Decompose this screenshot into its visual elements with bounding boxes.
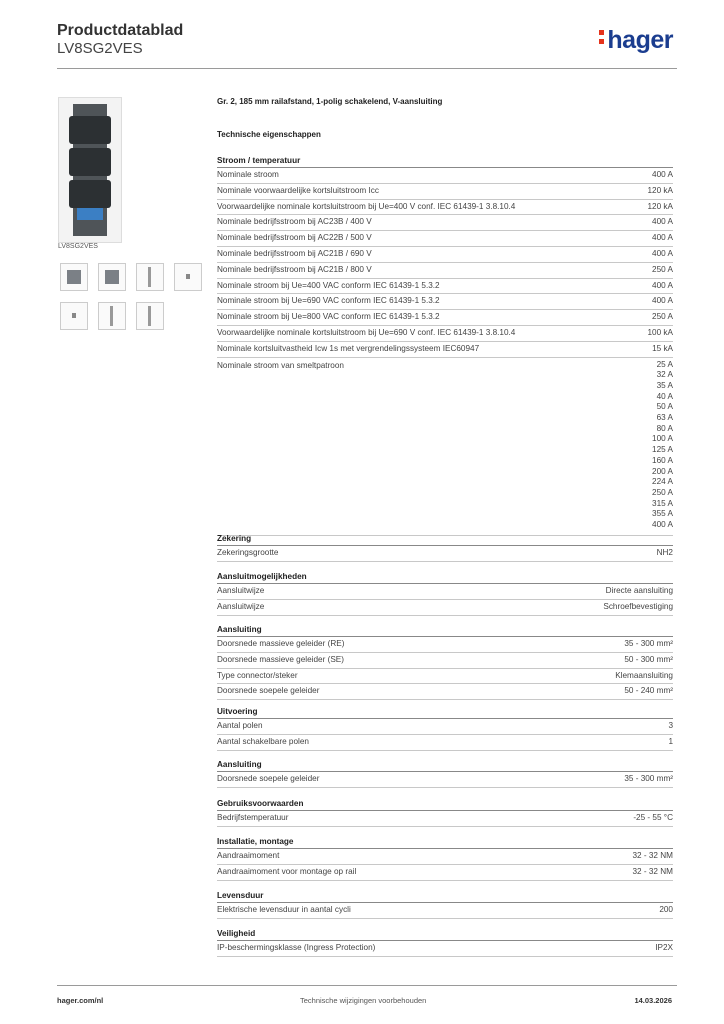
spec-value: IP2X [655,943,673,952]
spec-label: Nominale voorwaardelijke kortsluitstroom Icc [217,185,379,195]
spec-value: 250 A [652,312,673,322]
spec-row [217,684,673,700]
image-fuse-block [69,148,111,176]
section-title: Stroom / temperatuur [217,155,673,168]
spec-label: Aandraaimoment voor montage op rail [217,866,357,876]
thumbnail-1[interactable] [60,263,88,291]
section-title: Zekering [217,533,673,546]
image-fuse-block [69,116,111,144]
spec-label: IP-beschermingsklasse (Ingress Protection) [217,943,376,952]
spec-row [217,849,673,865]
spec-row [217,184,673,200]
spec-value-item: 63 A [656,413,673,423]
spec-value-item: 25 A [656,359,673,369]
spec-value-item: 125 A [652,445,673,455]
spec-label: Nominale bedrijfsstroom bij AC21B / 690 V [217,248,372,258]
spec-label: Nominale stroom bij Ue=690 VAC conform IEC 61439-1 5.3.2 [217,296,440,306]
spec-row [217,326,673,342]
spec-value-item: 400 A [652,520,673,530]
document-title: Productdatablad [57,22,184,39]
section-title: Levensduur [217,890,673,903]
spec-row-fuse-currents [217,358,673,536]
page-header [57,20,677,64]
spec-value-item: 160 A [652,455,673,465]
spec-value: 32 - 32 NM [632,866,673,876]
product-code: LV8SG2VES [57,40,143,57]
spec-value: 120 kA [647,201,673,211]
section-veiligheid [217,928,673,957]
image-fuse-block [69,180,111,208]
spec-value: 50 - 300 mm² [624,654,673,664]
spec-label: Voorwaardelijke nominale kortsluitstroom bij Ue=400 V conf. IEC 61439-1 3.8.10.4 [217,201,516,211]
spec-label: Doorsnede soepele geleider [217,686,320,696]
image-label-strip [77,208,103,220]
spec-value: 400 A [652,233,673,243]
spec-rows [217,941,673,957]
spec-row [217,653,673,669]
section-title: Gebruiksvoorwaarden [217,798,673,811]
spec-label: Nominale stroom bij Ue=400 VAC conform IEC 61439-1 5.3.2 [217,280,440,290]
spec-row [217,168,673,184]
spec-rows [217,168,673,358]
product-image-caption: LV8SG2VES [58,243,98,250]
section-aansluiting [217,624,673,700]
section-title: Veiligheid [217,928,673,941]
spec-value: 400 A [652,280,673,290]
spec-row [217,310,673,326]
thumbnail-6[interactable] [98,302,126,330]
spec-value-item: 224 A [652,477,673,487]
thumbnail-4[interactable] [174,263,202,291]
spec-value: Klemaansluiting [615,670,673,680]
spec-value: Directe aansluiting [605,586,673,595]
spec-label: Nominale bedrijfsstroom bij AC21B / 800 V [217,264,372,274]
spec-row [217,247,673,263]
thumbnail-7[interactable] [136,302,164,330]
spec-row [217,231,673,247]
spec-value-item: 250 A [652,488,673,497]
spec-row [217,584,673,600]
section-title: Aansluiting [217,624,673,637]
spec-label: Nominale stroom [217,170,279,179]
footer-divider [57,985,677,986]
section-title: Aansluitmogelijkheden [217,571,673,584]
spec-row [217,279,673,295]
spec-label: Nominale kortsluitvastheid Icw 1s met vergrendelingssysteem IEC60947 [217,343,480,353]
spec-row [217,294,673,310]
section-gebruiksvoorwaarden [217,798,673,827]
section-aansluiting-2 [217,759,673,788]
spec-row [217,263,673,279]
spec-label: Nominale bedrijfsstroom bij AC23B / 400 V [217,217,372,227]
spec-label: Type connector/steker [217,670,298,680]
spec-value: 15 kA [652,343,673,353]
spec-value: 1 [668,736,673,746]
spec-value-item: 32 A [656,370,673,380]
spec-label: Doorsnede massieve geleider (SE) [217,654,344,664]
spec-value: 32 - 32 NM [632,851,673,860]
spec-value: NH2 [656,548,673,557]
spec-label: Voorwaardelijke nominale kortsluitstroom bij Ue=690 V conf. IEC 61439-1 3.8.10.4 [217,327,516,337]
thumbnail-5[interactable] [60,302,88,330]
section-zekering [217,533,673,562]
spec-label: Zekeringsgrootte [217,548,279,557]
header-divider [57,68,677,69]
spec-rows [217,546,673,562]
section-installatie-montage [217,836,673,881]
spec-value: -25 - 55 °C [633,813,673,822]
footer-date: 14.03.2026 [634,996,672,1005]
spec-value-item: 200 A [652,466,673,476]
properties-title: Technische eigenschappen [217,130,321,139]
spec-value: 120 kA [647,185,673,195]
spec-row [217,637,673,653]
thumbnail-2[interactable] [98,263,126,291]
spec-rows [217,584,673,616]
spec-label: Nominale stroom van smeltpatroon [217,360,344,370]
spec-value-item: 50 A [656,402,673,412]
spec-label: Aantal polen [217,721,263,730]
spec-value-item: 100 A [652,434,673,444]
spec-value: 400 A [652,217,673,227]
section-stroom-temperatuur [217,155,673,536]
spec-value-item: 80 A [656,423,673,433]
hager-logo [599,26,673,55]
spec-rows [217,903,673,919]
spec-rows [217,849,673,881]
spec-row [217,215,673,231]
spec-label: Elektrische levensduur in aantal cycli [217,905,351,914]
spec-label: Nominale bedrijfsstroom bij AC22B / 500 V [217,233,372,243]
spec-row [217,669,673,685]
logo-dots-icon [599,30,605,48]
product-image-main[interactable] [58,97,122,243]
spec-label: Aansluitwijze [217,586,265,595]
spec-label: Nominale stroom bij Ue=800 VAC conform IEC 61439-1 5.3.2 [217,312,440,322]
spec-row [217,546,673,562]
footer-website-link[interactable]: hager.com/nl [57,996,104,1005]
section-title: Aansluiting [217,759,673,772]
product-subtitle: Gr. 2, 185 mm railafstand, 1-polig schakelend, V-aansluiting [217,97,443,106]
spec-row [217,342,673,358]
spec-label: Bedrijfstemperatuur [217,813,289,822]
spec-label: Aandraaimoment [217,851,280,860]
section-aansluitmogelijkheden [217,571,673,616]
spec-rows [217,811,673,827]
spec-row [217,772,673,788]
spec-row [217,735,673,751]
spec-rows [217,772,673,788]
section-levensduur [217,890,673,919]
spec-value-item: 315 A [652,498,673,508]
spec-row [217,903,673,919]
spec-value: 400 A [652,296,673,306]
thumbnail-3[interactable] [136,263,164,291]
spec-value-item: 35 A [656,380,673,390]
section-uitvoering [217,706,673,751]
spec-row [217,200,673,216]
spec-value-list [652,358,673,531]
spec-label: Doorsnede soepele geleider [217,774,320,783]
spec-row [217,719,673,735]
spec-value: 100 kA [647,327,673,337]
spec-value-item: 355 A [652,509,673,519]
spec-value-item: 40 A [656,391,673,401]
spec-rows [217,719,673,751]
footer-disclaimer: Technische wijzigingen voorbehouden [300,996,427,1005]
spec-value: 250 A [652,264,673,274]
section-title: Installatie, montage [217,836,673,849]
spec-value: 400 A [652,248,673,258]
spec-value: 400 A [652,170,673,179]
spec-value: 35 - 300 mm² [624,774,673,783]
spec-label: Aansluitwijze [217,601,265,611]
spec-row [217,941,673,957]
spec-row [217,811,673,827]
spec-value: Schroefbevestiging [603,601,673,611]
spec-label: Aantal schakelbare polen [217,736,309,746]
spec-value: 3 [668,721,673,730]
section-title: Uitvoering [217,706,673,719]
spec-rows [217,637,673,700]
logo-text: hager [607,26,673,54]
spec-row [217,600,673,616]
spec-value: 35 - 300 mm² [624,639,673,648]
spec-value: 50 - 240 mm² [624,686,673,696]
spec-label: Doorsnede massieve geleider (RE) [217,639,345,648]
spec-value: 200 [659,905,673,914]
spec-row [217,865,673,881]
